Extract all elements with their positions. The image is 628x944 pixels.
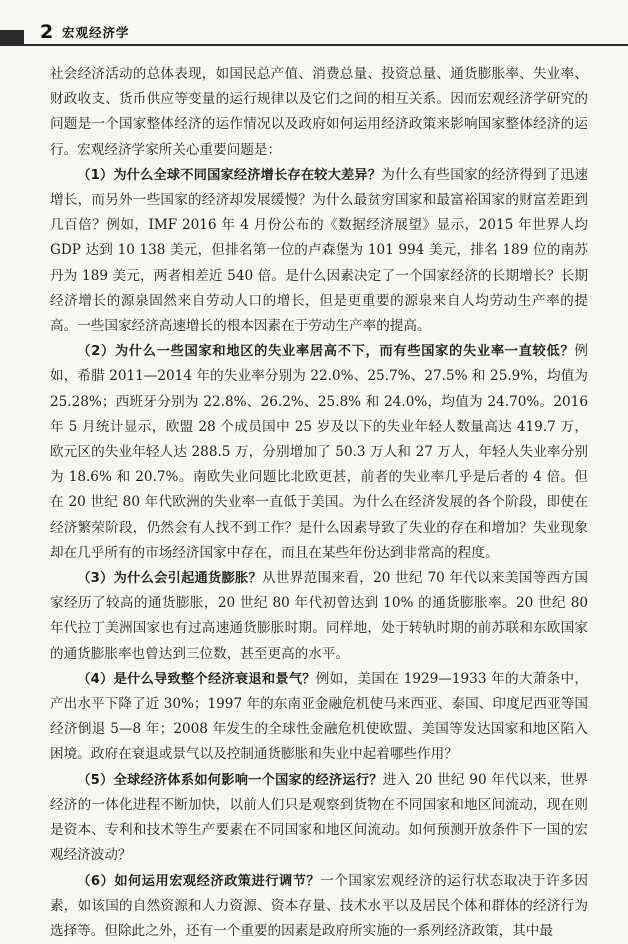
question-paragraph-2 — [50, 339, 588, 566]
body-text — [50, 62, 588, 944]
running-title: 宏观经济学 — [62, 26, 130, 40]
paragraph-text: 例如，希腊 2011—2014 年的失业率分别为 22.0%、25.7%、27.5% 和 25.9%，均值为 25.28%；西班牙分别为 22.8%、26.2%、25.8% 和 24.0%，均值为 24.70%。2016 年 5 月统计显示，欧盟 28 个成员国中 25 岁及以下的失业年轻人数量高达 419.7 万，欧元区的失业年轻人达 288.5 万，分别增加了 50.3 万人和 27 万人，年轻人失业率分别为 18.6% 和 20.7%。南欧失业问题比北欧更甚，前者的失业率几乎是后者的 4 倍。但在 20 世纪 80 年代欧洲的失业率一直低于美国。为什么在经济发展的各个阶段，即使在经济繁荣阶段，仍然会有人找不到工作？是什么因素导致了失业的存在和增加？失业现象却在几乎所有的市场经济国家中存在，而且在某些年份达到非常高的程度。 — [50, 343, 588, 561]
paragraph-text: 进入 20 世纪 90 年代以来，世界经济的一体化进程不断加快，以前人们只是观察到货物在不同国家和地区间流动，现在则是资本、专利和技术等生产要素在不同国家和地区间流动。如何预测开放条件下一国的宏观经济波动？ — [50, 772, 588, 864]
page-number: 2 — [40, 22, 53, 42]
paragraph-text: 一个国家宏观经济的运行状态取决于许多因素，如该国的自然资源和人力资源、资本存量、技术水平以及居民个体和群体的经济行为选择等。但除此之外，还有一个重要的因素是政府所实施的一系列经济政策，其中最 — [50, 873, 588, 939]
question-heading: （3）为什么会引起通货膨胀？ — [77, 571, 262, 586]
question-heading: （6）如何运用宏观经济政策进行调节？ — [77, 874, 320, 889]
paragraph-text: 为什么有些国家的经济得到了迅速增长，而另外一些国家的经济却发展缓慢？为什么最贫穷国家和最富裕国家的财富差距到几百倍？例如，IMF 2016 年 4 月份公布的《数据经济展望》显示，2015 年世界人均 GDP 达到 10 138 美元，但排名第一位的卢森堡为 101 994 美元，排名 189 位的南苏丹为 189 美元，两者相差近 540 倍。是什么因素决定了一个国家经济的长期增长？长期经济增长的源泉固然来自劳动人口的增长，但是更重要的源泉来自人均劳动生产率的提高。一些国家经济高速增长的根本因素在于劳动生产率的提高。 — [50, 167, 588, 334]
question-heading: （5）全球经济体系如何影响一个国家的经济运行？ — [77, 773, 383, 788]
paragraph-text: 社会经济活动的总体表现，如国民总产值、消费总量、投资总量、通货膨胀率、失业率、财政收支、货币供应等变量的运行规律以及它们之间的相互关系。因而宏观经济学研究的问题是一个国家整体经济的运作情况以及政府如何运用经济政策来影响国家整体经济的运行。宏观经济学家所关心重要问题是： — [50, 66, 588, 158]
question-heading: （2）为什么一些国家和地区的失业率居高不下，而有些国家的失业率一直较低？ — [77, 344, 574, 359]
question-heading: （4）是什么导致整个经济衰退和景气？ — [77, 672, 316, 687]
header-rule — [0, 44, 628, 46]
paragraph-text: 从世界范围来看，20 世纪 70 年代以来美国等西方国家经历了较高的通货膨胀，20 世纪 80 年代初曾达到 10% 的通货膨胀率。20 世纪 80 年代拉丁美洲国家也有过高速通货膨胀时期。同样地，处于转轨时期的前苏联和东欧国家的通货膨胀率也曾达到三位数，甚至更高的水平。 — [50, 570, 588, 662]
question-paragraph-4 — [50, 667, 588, 768]
intro-paragraph — [50, 62, 588, 163]
question-heading: （1）为什么全球不同国家经济增长存在较大差异？ — [77, 168, 381, 183]
question-paragraph-1 — [50, 163, 588, 339]
question-paragraph-6 — [50, 869, 588, 944]
paragraph-text: 例如，美国在 1929—1933 年的大萧条中，产出水平下降了近 30%；1997 年的东南亚金融危机使马来西亚、泰国、印度尼西亚等国经济倒退 5—8 年；2008 年发生的全球性金融危机使欧盟、美国等发达国家和地区陷入困境。政府在衰退或景气以及控制通货膨胀和失业中起着哪些作用？ — [50, 671, 588, 763]
page-header — [0, 0, 628, 44]
header-tab-mark — [0, 30, 24, 44]
question-paragraph-3 — [50, 566, 588, 667]
question-paragraph-5 — [50, 768, 588, 869]
